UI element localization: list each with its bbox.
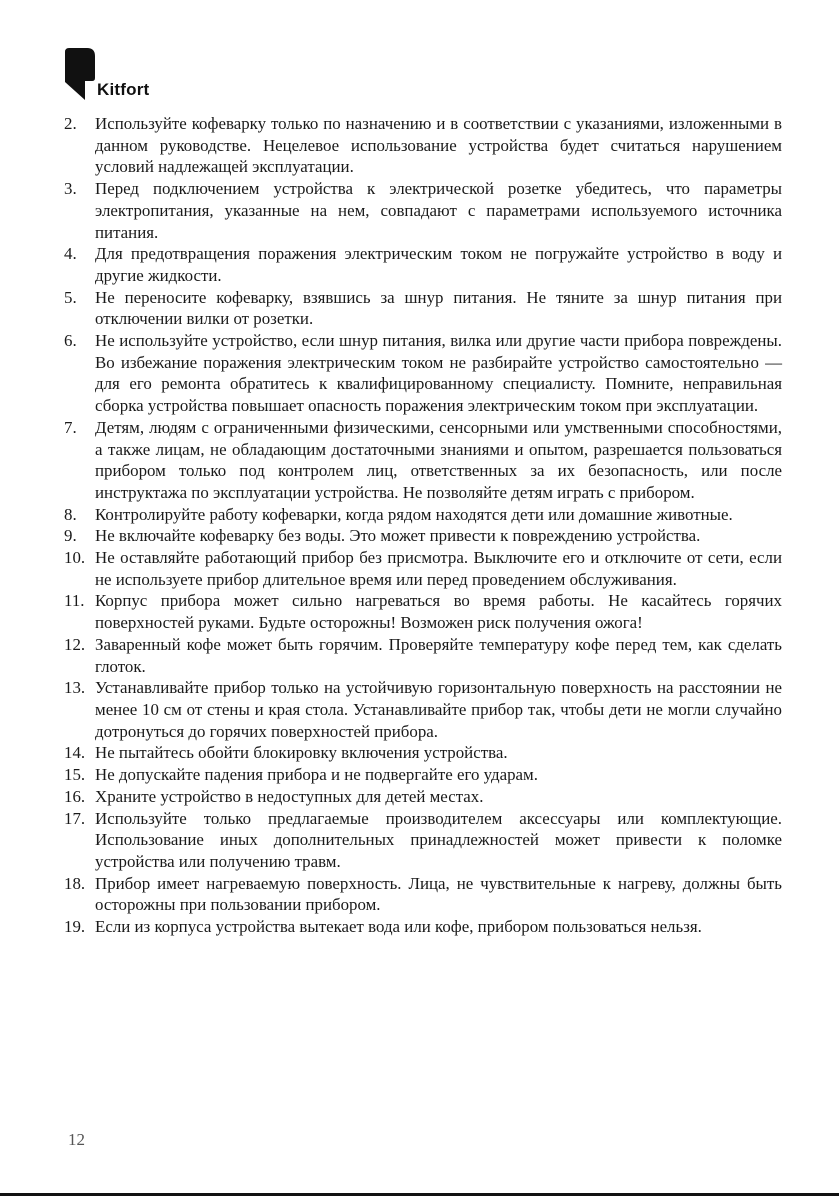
list-item: [64, 590, 782, 633]
list-item: [64, 287, 782, 330]
item-number: 9.: [64, 526, 77, 546]
item-number: 4.: [64, 244, 77, 264]
item-text: Храните устройство в недоступных для детей местах.: [95, 786, 484, 806]
brand-name: Kitfort: [97, 80, 150, 99]
item-text: Не допускайте падения прибора и не подвергайте его ударам.: [95, 765, 538, 785]
page-number: 12: [68, 1130, 85, 1149]
item-number: 12.: [64, 634, 86, 654]
item-text: Контролируйте работу кофеварки, когда рядом находятся дети или домашние животные.: [95, 504, 733, 524]
item-text: Не оставляйте работающий прибор без присмотра. Выключите его и отключите от сети, если не используете прибор длительное время или перед проведением обслуживания.: [95, 548, 782, 589]
item-number: 15.: [64, 765, 86, 785]
list-item: [64, 808, 782, 873]
item-text: Используйте только предлагаемые производителем аксессуары или комплектующие. Использование иных дополнительных принадлежностей может привести к поломке устройства или получению травм.: [95, 808, 782, 871]
item-text: Для предотвращения поражения электрическим током не погружайте устройство в воду и другие жидкости.: [95, 244, 782, 285]
item-text: Детям, людям с ограниченными физическими, сенсорными или умственными способностями, а также лицам, не обладающим достаточными знаниями и опытом, разрешается пользоваться прибором только под контролем лиц, ответственных за их безопасность, или после инструктажа по эксплуатации устройства. Не позволяйте детям играть с прибором.: [95, 417, 782, 502]
list-item: [64, 178, 782, 243]
item-text: Не включайте кофеварку без воды. Это может привести к повреждению устройства.: [95, 526, 701, 546]
item-text: Не пытайтесь обойти блокировку включения устройства.: [95, 743, 508, 763]
item-text: Если из корпуса устройства вытекает вода или кофе, прибором пользоваться нельзя.: [95, 917, 702, 937]
item-number: 14.: [64, 743, 86, 763]
item-text: Не используйте устройство, если шнур питания, вилка или другие части прибора повреждены. Во избежание поражения электрическим током не разбирайте устройство самостоятельно — для его ремонта обратитесь к квалифицированному специалисту. Помните, неправильная сборка устройства повышает опасность поражения электрическим током при эксплуатации.: [95, 331, 782, 416]
safety-instructions-list: [64, 113, 782, 938]
item-text: Перед подключением устройства к электрической розетке убедитесь, что параметры электропитания, указанные на нем, совпадают с параметрами используемого источника питания.: [95, 179, 782, 242]
list-item: [64, 764, 782, 786]
item-number: 5.: [64, 287, 77, 307]
list-item: [64, 786, 782, 808]
list-item: [64, 525, 782, 547]
item-text: Прибор имеет нагреваемую поверхность. Лица, не чувствительные к нагреву, должны быть осторожны при пользовании прибором.: [95, 873, 782, 915]
item-number: 6.: [64, 331, 77, 351]
item-number: 17.: [64, 808, 86, 828]
list-item: [64, 113, 782, 178]
list-item: [64, 742, 782, 764]
item-number: 11.: [64, 591, 85, 611]
list-item: [64, 916, 782, 938]
item-number: 18.: [64, 873, 86, 893]
item-number: 13.: [64, 678, 86, 698]
item-number: 16.: [64, 786, 86, 806]
item-number: 3.: [64, 179, 77, 199]
list-item: [64, 873, 782, 916]
item-number: 19.: [64, 917, 86, 937]
item-number: 8.: [64, 504, 77, 524]
item-text: Устанавливайте прибор только на устойчивую горизонтальную поверхность на расстоянии не менее 10 см от стены и края стола. Устанавливайте прибор так, чтобы дети не могли случайно дотронуться до горячих поверхностей прибора.: [95, 678, 782, 741]
item-number: 10.: [64, 548, 86, 568]
item-text: Не переносите кофеварку, взявшись за шнур питания. Не тяните за шнур питания при отключении вилки от розетки.: [95, 287, 782, 329]
item-text: Корпус прибора может сильно нагреваться во время работы. Не касайтесь горячих поверхностей руками. Будьте осторожны! Возможен риск получения ожога!: [95, 591, 782, 633]
item-text: Заваренный кофе может быть горячим. Проверяйте температуру кофе перед тем, как сделать глоток.: [95, 634, 782, 676]
list-item: [64, 330, 782, 417]
list-item: [64, 547, 782, 590]
item-number: 2.: [64, 114, 77, 133]
list-item: [64, 417, 782, 504]
list-item: [64, 677, 782, 742]
list-item: [64, 634, 782, 677]
list-item: [64, 504, 782, 526]
item-text: Используйте кофеварку только по назначению и в соответствии с указаниями, изложенными в данном руководстве. Нецелевое использование устройства будет считаться нарушением условий надлежащей эксплуатации.: [95, 114, 782, 177]
item-number: 7.: [64, 417, 77, 437]
list-item: [64, 243, 782, 286]
kitfort-logo-icon: [65, 48, 95, 100]
